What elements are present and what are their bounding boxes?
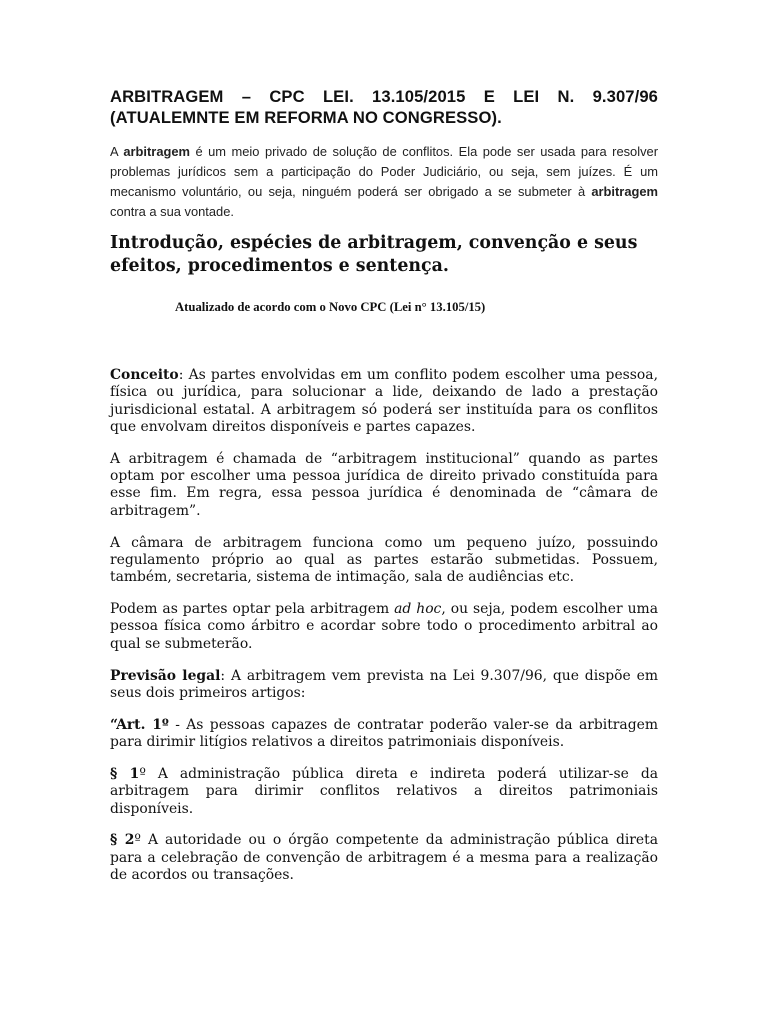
text-run: Podem as partes optar pela arbitragem [110, 601, 395, 618]
paragraph-arbitragem-institucional [110, 451, 658, 520]
text-run: arbitragem [123, 144, 190, 159]
text-run: º [139, 765, 146, 782]
text-run: arbitragem [591, 184, 658, 199]
paragraph-previsao-legal [110, 668, 658, 703]
intro-paragraph [110, 142, 658, 222]
text-run: contra a sua vontade. [110, 204, 234, 219]
text-run: : A arbitragem vem prevista na Lei 9.307/96, que dispõe em seus dois primeiros artigos: [110, 667, 658, 701]
text-run: é um meio privado de solução de conflitos. Ela pode ser usada para resolver problemas jurídicos sem a participação do Poder Judiciário, ou seja, sem juízes. É um mecanismo voluntário, ou seja, ninguém poderá ser obrigado a se submeter à [110, 144, 658, 199]
update-note: Atualizado de acordo com o Novo CPC (Lei n° 13.105/15) [175, 300, 486, 314]
text-run: A administração pública direta e indireta poderá utilizar-se da arbitragem para dirimir conflitos relativos a direitos patrimoniais disponíveis. [110, 765, 659, 817]
text-run: A arbitragem é chamada de “arbitragem institucional” quando as partes optam por escolher uma pessoa jurídica de direito privado constituída para esse fim. Em regra, essa pessoa jurídica é denominada de “câmara de arbitragem”. [110, 450, 658, 519]
text-run: A câmara de arbitragem funciona como um pequeno juízo, possuindo regulamento próprio ao qual as partes estarão submetidas. Possuem, também, secretaria, sistema de intimação, sala de audiências etc. [110, 534, 658, 586]
text-run: “Art. 1º [110, 716, 169, 733]
text-run: A autoridade ou o órgão competente da administração pública direta para a celebração de convenção de arbitragem é a mesma para a realização de acordos ou transações. [110, 832, 659, 883]
text-run: : [178, 367, 184, 383]
text-run: Previsão legal [110, 667, 221, 684]
text-run: º [134, 832, 141, 849]
paragraph-paragrafo-2 [110, 832, 658, 884]
text-run: § 1 [110, 765, 140, 782]
text-run: - As pessoas capazes de contratar poderão valer-se da arbitragem para dirimir litígios relativos a direitos patrimoniais disponíveis. [110, 716, 658, 751]
paragraph-camara-arbitragem [110, 535, 658, 587]
paragraph-art-1 [110, 717, 658, 752]
paragraph-conceito [110, 367, 658, 436]
text-run: , ou seja, podem escolher uma pessoa física como árbitro e acordar sobre todo o procedimento arbitral ao qual se submeterão. [110, 601, 658, 652]
paragraph-paragrafo-1 [110, 766, 658, 818]
text-run: Conceito [110, 367, 179, 383]
text-run: § 2 [110, 832, 135, 849]
document-title: ARBITRAGEM – CPC LEI. 13.105/2015 E LEI N. 9.307/96 (ATUALEMNTE EM REFORMA NO CONGRESSO). [110, 87, 658, 127]
section-subtitle: Introdução, espécies de arbitragem, convenção e seus efeitos, procedimentos e sentença. [110, 233, 638, 276]
document-page [110, 86, 658, 884]
text-run: As partes envolvidas em um conflito podem escolher uma pessoa, física ou jurídica, para solucionar a lide, deixando de lado a prestação jurisdicional estatal. A arbitragem só poderá ser instituída para os conflitos que envolvam direitos disponíveis e partes capazes. [110, 367, 658, 435]
text-run: ad hoc [394, 601, 442, 618]
text-run: A [110, 144, 124, 159]
paragraph-ad-hoc [110, 601, 658, 653]
